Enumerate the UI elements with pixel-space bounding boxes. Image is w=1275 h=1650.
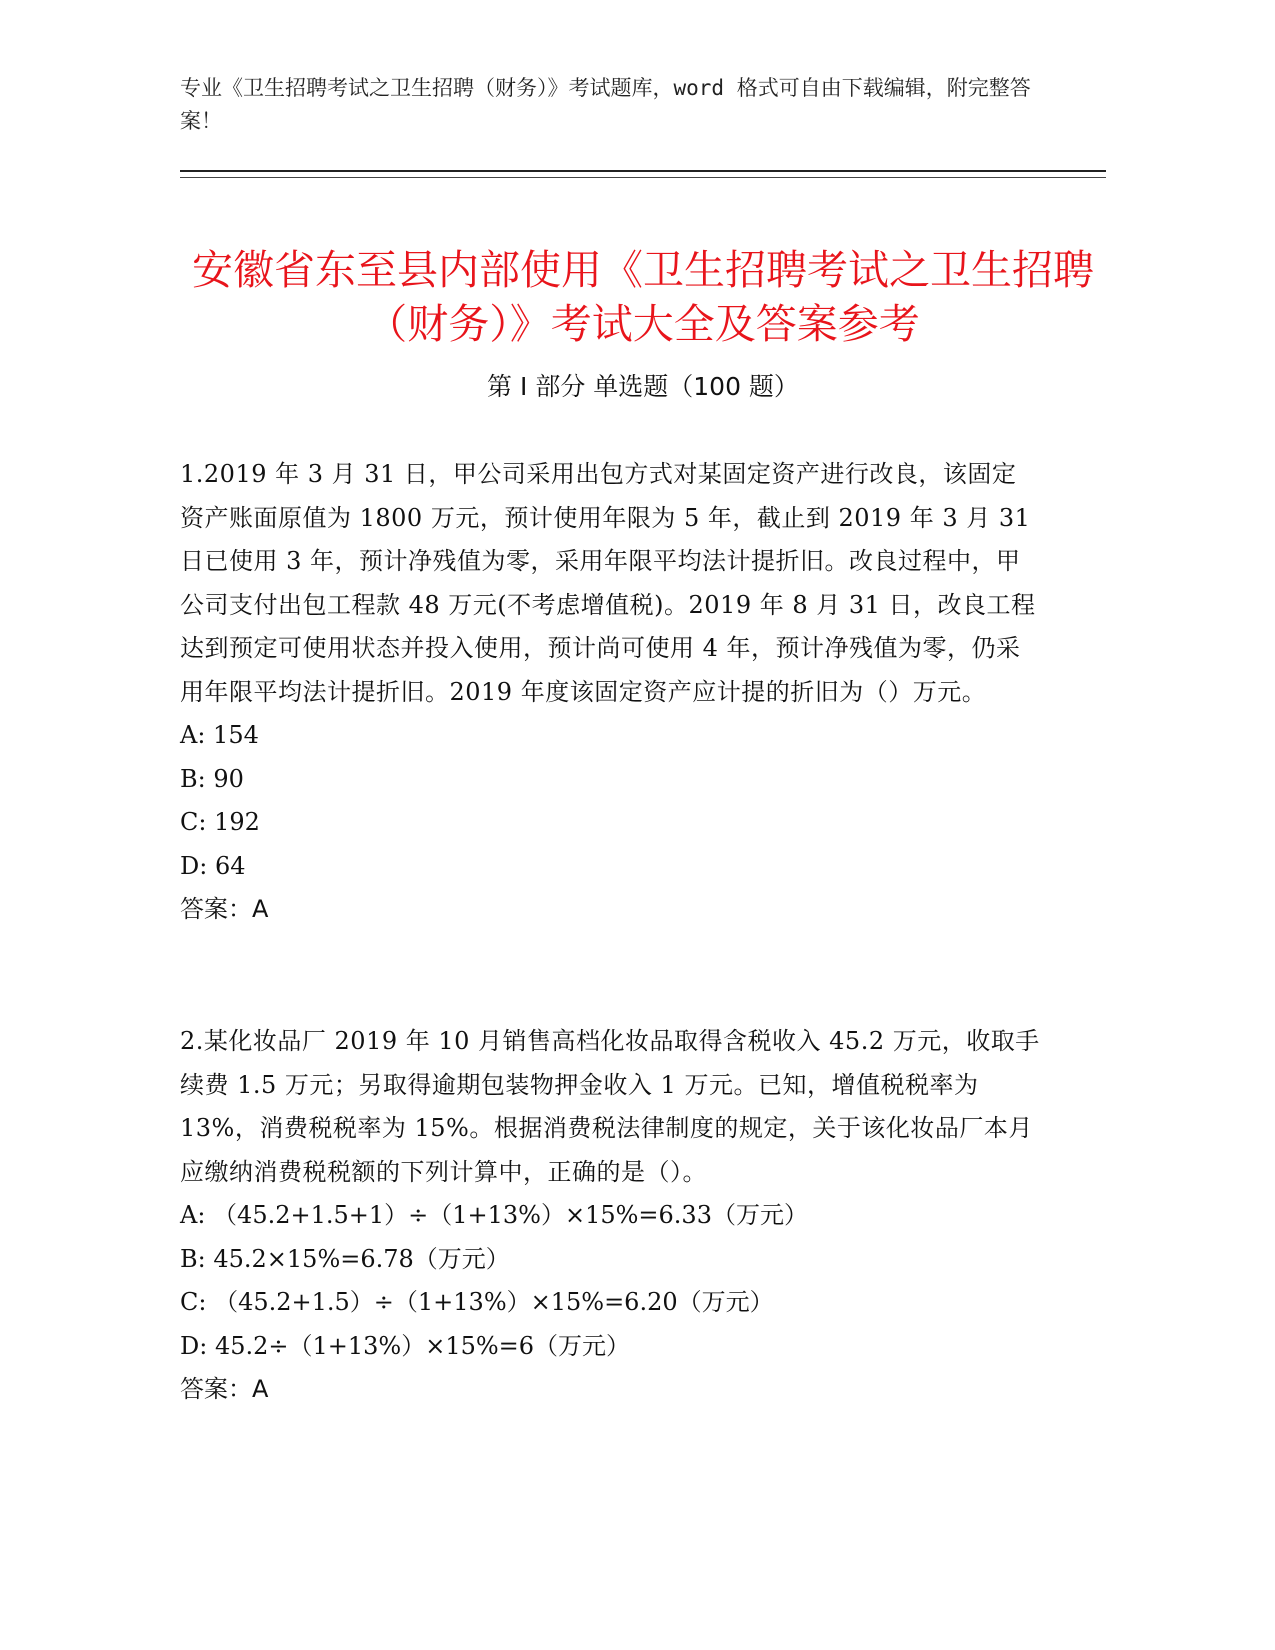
question-1-option-d: D: 64 (180, 851, 246, 880)
question-2-option-b: B: 45.2×15%=6.78（万元） (180, 1244, 510, 1273)
question-2-option-d: D: 45.2÷（1+13%）×15%=6（万元） (180, 1331, 631, 1360)
document-title: 安徽省东至县内部使用《卫生招聘考试之卫生招聘（财务）》考试大全及答案参考 (192, 246, 1094, 349)
header-note: 专业《卫生招聘考试之卫生招聘（财务）》考试题库，word 格式可自由下载编辑，附完整答案！ (180, 76, 1031, 133)
question-1-option-a: A: 154 (180, 721, 259, 749)
question-1-option-c: C: 192 (180, 808, 260, 836)
question-2-text: 2.某化妆品厂 2019 年 10 月销售高档化妆品取得含税收入 45.2 万元，收取手续费 1.5 万元；另取得逾期包装物押金收入 1 万元。已知，增值税税率为 13%，消费税税率为 15%。根据消费税法律制度的规定，关于该化妆品厂本月应缴纳消费税税额的下列计算中，正确的是（）。 (180, 1027, 1040, 1186)
question-1 (180, 453, 1040, 932)
question-2 (180, 1020, 1040, 1412)
question-1-text: 1.2019 年 3 月 31 日，甲公司采用出包方式对某固定资产进行改良，该固定资产账面原值为 1800 万元，预计使用年限为 5 年，截止到 2019 年 3 月 31 日已使用 3 年，预计净残值为零，采用年限平均法计提折旧。改良过程中，甲公司支付出包工程款 48 万元(不考虑增值税)。2019 年 8 月 31 日，改良工程达到预定可使用状态并投入使用，预计尚可使用 4 年，预计净残值为零，仍采用年限平均法计提折旧。2019 年度该固定资产应计提的折旧为（）万元。 (180, 460, 1036, 706)
header-divider-thin (180, 177, 1106, 178)
question-1-option-b: B: 90 (180, 764, 244, 793)
question-2-option-c: C: （45.2+1.5）÷（1+13%）×15%=6.20（万元） (180, 1288, 774, 1316)
question-1-answer: 答案：A (180, 895, 269, 923)
header-divider-thick (180, 170, 1106, 172)
question-2-answer: 答案：A (180, 1375, 269, 1403)
section-heading: 第 I 部分 单选题（100 题） (487, 372, 799, 401)
question-2-option-a: A: （45.2+1.5+1）÷（1+13%）×15%=6.33（万元） (180, 1201, 808, 1229)
